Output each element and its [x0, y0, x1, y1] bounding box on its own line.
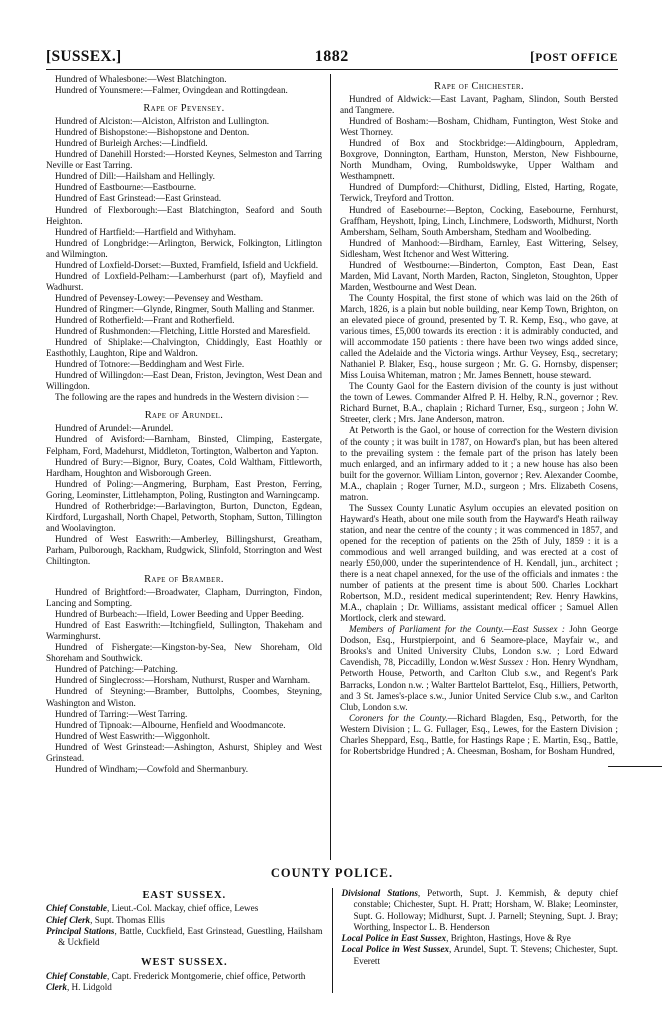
hundred-entry: Hundred of Shiplake:—Chalvington, Chiddingly, East Hoathly or Easthothly, Laughton, Ripe and Waldron. [46, 337, 322, 359]
hundred-entry: Hundred of Tipnoak:—Albourne, Henfield and Woodmancote. [55, 719, 286, 730]
police-role: Chief Clerk [46, 914, 91, 925]
police-entry [46, 971, 323, 982]
hundred-entry: Hundred of East Easwrith:—Itchingfield, Sullington, Thakeham and Warminghurst. [46, 620, 322, 642]
police-entry [46, 915, 323, 926]
hundred-entry: Hundred of Danehill Horsted:—Horsted Keynes, Selmeston and Tarring Neville or East Tarring. [46, 149, 322, 171]
hundred-entry: Hundred of Dill:—Hailsham and Hellingly. [55, 171, 215, 182]
hundred-entry: Hundred of Ringmer:—Glynde, Ringmer, South Malling and Stanmer. [55, 303, 315, 314]
hundred-entry: Hundred of Eastbourne:—Eastbourne. [55, 182, 197, 193]
mp-east-text: John George Dodson, Esq., Hurstpierpoint, and 6 Seamore-place, Mayfair w., and Brooks's and United University Clubs, London s.w. ; Lord Edward Cavendish, 78, Piccadilly, London w. [340, 624, 618, 668]
county-police-columns [46, 888, 618, 993]
coroners-text: —Richard Blagden, Esq., Petworth, for the Western Division ; L. G. Fullager, Esq., Lewes, for the Eastern Division ; Charles Sheppard, Esq., Battle, for Hastings Rape ; E. Martin, Esq., Battle, for Robertsbridge Hundred ; A. Cheesman, Bosham, for Bosham Hundred, [340, 712, 618, 756]
section-divider-rule [608, 766, 662, 767]
hundred-entry: Hundred of Bishopstone:—Bishopstone and Denton. [55, 127, 250, 138]
section-heading-arundel: Rape of Arundel. [144, 410, 224, 422]
hundred-entry: Hundred of East Grinstead:—East Grinstead. [55, 193, 222, 204]
hundred-entry: Hundred of Patching:—Patching. [55, 664, 178, 675]
coroners-heading: Coroners for the County. [349, 712, 448, 723]
police-role: Clerk [46, 982, 67, 993]
section-heading-chichester: Rape of Chichester. [434, 81, 524, 92]
hundred-entry: Hundred of Loxfield-Pelham:—Lamberhurst (part of), Mayfield and Wadhurst. [46, 270, 322, 292]
hundred-entry: Hundred of Pevensey-Lowey:—Pevensey and Westham. [55, 292, 264, 303]
hundred-entry: Hundred of Brightford:—Broadwater, Clapham, Durrington, Findon, Lancing and Sompting. [46, 587, 322, 609]
hundred-entry: Hundred of West Easwrith:—Wiggonholt. [55, 730, 210, 741]
left-column [46, 74, 331, 860]
running-head-publication [530, 50, 618, 66]
hundred-entry: Hundred of Easebourne:—Bepton, Cocking, Easebourne, Fernhurst, Graffham, Heyshott, Iping, Linch, Linchmere, Lodsworth, Midhurst, North Ambersham, Selham, South Ambersham, Stedham and Woolbeding. [340, 204, 618, 237]
police-role: Chief Constable [46, 970, 108, 981]
running-head-county: [SUSSEX.] [46, 48, 122, 65]
directory-page [46, 40, 618, 1000]
section-heading-bramber: Rape of Bramber. [144, 574, 224, 586]
petworth-gaol-paragraph: At Petworth is the Gaol, or house of correction for the Western division of the county ; it was built in 1787, on Howard's plan, but has been altered to the prevailing system : the female part of the prison has lately been much enlarged, and an infirmary added to it ; a new house has also been built for the governor. William Linton, governor ; Rev. Alexander Coombe, M.A., chaplain ; Roger Turner, M.D., surgeon ; Mrs. Elizabeth Cosens, matron. [340, 425, 618, 502]
hundred-entry: Hundred of Whalesbone:—West Blatchington. [55, 74, 227, 84]
police-entry [342, 933, 619, 944]
county-gaol-paragraph: The County Gaol for the Eastern division of the county is just without the town of Lewes. Commander Alfred P. H. Helby, R.N., governor ; Rev. Richard Burnet, B.A., chaplain ; Richard Turner, Esq., surgeon ; John W. Streeter, clerk ; Mrs. Jane Anderson, matron. [340, 381, 618, 425]
police-role: Divisional Stations [341, 888, 418, 898]
hundred-entry: Hundred of Poling:—Angmering, Burpham, East Preston, Ferring, Goring, Leominster, Littlehampton, Poling, Rustington and Warningcamp. [46, 478, 322, 500]
hundred-entry: Hundred of Fishergate:—Kingston-by-Sea, New Shoreham, Old Shoreham and Southwick. [46, 642, 322, 664]
region-heading-west-sussex: WEST SUSSEX. [140, 957, 228, 969]
police-detail: , Battle, Cuckfield, East Grinstead, Guestling, Hailsham & Uckfield [58, 925, 323, 948]
hundred-entry: Hundred of Bosham:—Bosham, Chidham, Funtington, West Stoke and West Thorney. [340, 116, 618, 138]
hundred-entry: Hundred of Manhood:—Birdham, Earnley, East Wittering, Selsey, Sidlesham, West Itchenor and West Wittering. [340, 237, 618, 259]
page-number: 1882 [314, 48, 349, 65]
police-role: Chief Constable [46, 903, 108, 914]
hundred-entry: Hundred of Box and Stockbridge:—Aldingbourn, Appledram, Boxgrove, Donnington, Eartham, Hunston, Merston, New Fishbourne, North Mundham, Oving, Rumboldswyke, Upper Waltham and Westhampnett. [340, 138, 618, 182]
hundred-entry: Hundred of Burleigh Arches:—Lindfield. [55, 138, 208, 149]
county-police-title: COUNTY POLICE. [270, 866, 394, 880]
police-entry [46, 926, 323, 949]
western-division-note: The following are the rapes and hundreds in the Western division :— [55, 392, 309, 403]
body-columns [46, 74, 618, 860]
police-role: Local Police in East Sussex [341, 933, 447, 944]
hundred-entry: Hundred of Loxfield-Dorset:—Buxted, Framfield, Isfield and Uckfield. [55, 259, 319, 270]
police-entry [46, 982, 323, 993]
hundred-entry: Hundred of Burbeach:—Ifield, Lower Beeding and Upper Beeding. [55, 609, 304, 620]
hundred-entry: Hundred of Rotherbridge:—Barlavington, Burton, Duncton, Egdean, Kirdford, Lurgashall, North Chapel, Petworth, Stopham, Sutton, Tillington and Woolavington. [46, 500, 322, 533]
hundred-entry: Hundred of Younsmere:—Falmer, Ovingdean and Rottingdean. [55, 85, 288, 96]
police-detail: , Petworth, Supt. J. Kemmish, & deputy chief constable; Chichester, Supt. H. Pratt; Horsham, W. Blake; Leominster, Supt. G. Holloway; Midhurst, Supt. J. Parnell; Steyning, Supt. J. Bray; Worthing, Inspector L. B. Henderson [353, 888, 618, 932]
hundred-entry: Hundred of Rotherfield:—Frant and Rotherfield. [55, 314, 235, 325]
hundred-entry: Hundred of Steyning:—Bramber, Buttolphs, Coombes, Steyning, Washington and Wiston. [46, 686, 322, 708]
police-detail: , Brighton, Hastings, Hove & Rye [446, 933, 571, 944]
police-detail: , Arundel, Supt. T. Stevens; Chichester, Supt. Everett [353, 944, 618, 966]
hundred-entry: Hundred of Flexborough:—East Blatchington, Seaford and South Heighton. [46, 204, 322, 226]
police-detail: , Lieut.-Col. Mackay, chief office, Lewes [107, 903, 259, 914]
hundred-entry: Hundred of Longbridge:—Arlington, Berwick, Folkington, Litlington and Wilmington. [46, 237, 322, 259]
hundred-entry: Hundred of Westbourne:—Binderton, Compton, East Dean, East Marden, Mid Lavant, North Marden, Racton, Singleton, Stoughton, Upper Marden, Westbourne and West Dean. [340, 259, 618, 292]
running-head [46, 40, 618, 66]
hundred-entry: Hundred of Arundel:—Arundel. [55, 423, 174, 434]
hundred-entry: Hundred of Aldwick:—East Lavant, Pagham, Slindon, South Bersted and Tangmere. [340, 94, 618, 116]
region-heading-east-sussex: EAST SUSSEX. [142, 890, 227, 901]
right-column [331, 74, 618, 860]
hundred-entry: Hundred of Willingdon:—East Dean, Friston, Jevington, West Dean and Willingdon. [46, 370, 322, 392]
hundred-entry: Hundred of West Grinstead:—Ashington, Ashurst, Shipley and West Grinstead. [46, 741, 322, 763]
hundred-entry: Hundred of Hartfield:—Hartfield and Withyham. [55, 226, 236, 237]
publication-label: POST OFFICE [535, 52, 618, 64]
police-detail: , Supt. Thomas Ellis [90, 914, 165, 925]
hundred-entry: Hundred of Windham;—Cowfold and Shermanbury. [55, 763, 249, 774]
police-entry [342, 944, 619, 967]
mp-west-label: West Sussex : [478, 657, 529, 668]
hundred-entry: Hundred of Dumpford:—Chithurst, Didling, Elsted, Harting, Rogate, Terwick, Treyford and Trotton. [340, 182, 618, 204]
section-heading-pevensey: Rape of Pevensey. [143, 103, 225, 115]
county-police-section [46, 866, 618, 993]
members-of-parliament-paragraph [340, 624, 618, 712]
police-detail: , H. Lidgold [66, 982, 112, 993]
police-entry [46, 903, 323, 914]
coroners-paragraph [340, 713, 618, 757]
hundred-entry: Hundred of Alciston:—Alciston, Alfriston and Lullington. [55, 116, 270, 127]
county-police-right-column [333, 888, 619, 993]
mp-west-text: Hon. Henry Wyndham, Petworth House, Petworth, and Carlton Club s.w., and Regent's Park Barracks, London n.w. ; Walter Barttelot Barttelot, Esq., Hilliers, Petworth, and 3 St. James's-place s.w., Junior United Service Club s.w., and Carlton Club, London s.w. [340, 657, 618, 712]
open-bracket: [ [529, 50, 536, 65]
mp-heading: Members of Parliament for the County.—East Sussex : [349, 624, 565, 635]
hundred-entry: Hundred of Avisford:—Barnham, Binsted, Climping, Eastergate, Felpham, Ford, Madehurst, Middleton, Tortington, Walberton and Yapton. [46, 434, 322, 456]
county-hospital-paragraph: The County Hospital, the first stone of which was laid on the 26th of March, 1826, is a plain but noble building, near Kemp Town, Brighton, on an elevated piece of ground, presented by T. R. Kemp, Esq., who gave, at various times, £5,000 towards its erection : it is admirably conducted, and will accommodate 150 patients : there have been two wings added since, called the Adelaide and the Victoria wings. Arthur Veysey, Esq., secretary; Nathaniel P. Blaker, Esq., house surgeon ; Mr. G. G. Hornsby, dispenser; Miss Louisa Whiteman, matron ; Mr. James Bennett, house steward. [340, 292, 618, 381]
hundred-entry: Hundred of Totnore:—Beddingham and West Firle. [55, 359, 245, 370]
county-police-left-column [46, 888, 333, 993]
police-entry [342, 888, 619, 933]
police-role: Local Police in West Sussex [341, 944, 450, 955]
header-rule [46, 69, 618, 70]
police-role: Principal Stations [46, 925, 115, 936]
hundred-entry: Hundred of Tarring:—West Tarring. [55, 708, 188, 719]
hundred-entry: Hundred of West Easwrith:—Amberley, Billingshurst, Greatham, Parham, Pulborough, Rackham, Rudgwick, Slinfold, Storrington and West Chiltington. [46, 533, 322, 566]
police-detail: , Capt. Frederick Montgomerie, chief office, Petworth [107, 970, 306, 981]
hundred-entry: Hundred of Bury:—Bignor, Bury, Coates, Cold Waltham, Fittleworth, Hardham, Houghton and Wisborough Green. [46, 456, 322, 478]
hundred-entry: Hundred of Singlecross:—Horsham, Nuthurst, Rusper and Warnham. [55, 675, 311, 686]
hundred-entry: Hundred of Rushmonden:—Fletching, Little Horsted and Maresfield. [55, 326, 311, 337]
lunatic-asylum-paragraph: The Sussex County Lunatic Asylum occupies an elevated position on Hayward's Heath, about one mile south from the Hayward's Heath railway station, and near the centre of the county ; it was commenced in 1857, and opened for the reception of patients on the 25th of July, 1859 : it is a commodious and well arranged building, and was erected at a cost of nearly £50,000, under the superintendence of H. Kendall, jun., architect ; there is a neat chapel annexed, for the use of the officials and inmates : the number of patients at the present time is about 500. Charles Lockhart Robertson, M.D., resident medical superintendent; Rev. Henry Hawkins, M.A., chaplain ; Dr. Williams, assistant medical officer ; Samuel Allen Mortlock, clerk and steward. [340, 502, 618, 624]
